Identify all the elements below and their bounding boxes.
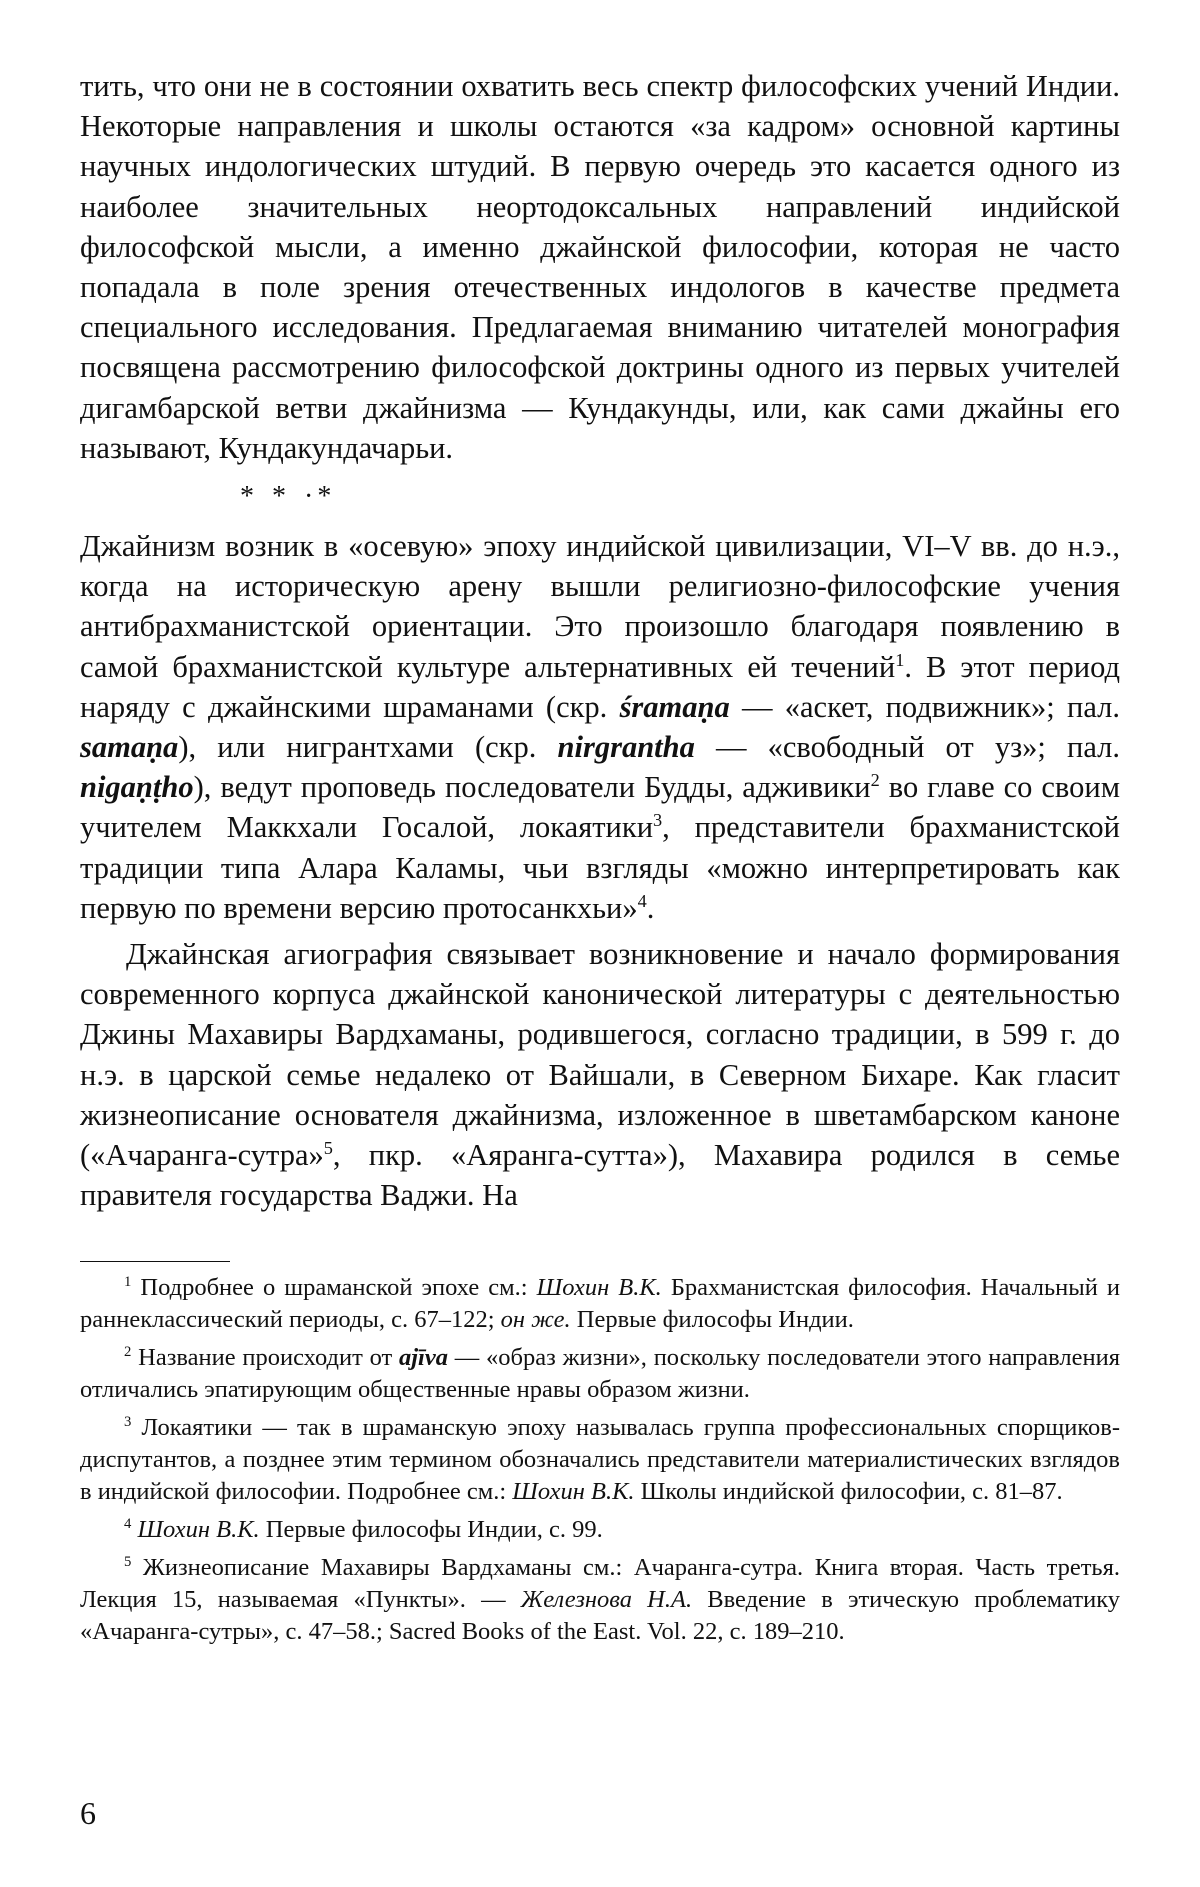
footnote-5 xyxy=(80,1552,1120,1648)
footnote-number: 4 xyxy=(124,1516,132,1533)
footnote-divider xyxy=(80,1261,230,1262)
text-run: Локаятики — так в шраманскую эпоху называлась группа профессиональных спорщиков-диспутантов, а позднее этим термином обозначались представители материалистических взглядов в индийской философии. Подробнее см.: xyxy=(80,1414,1120,1506)
text-run: — «образ жизни», поскольку последователи этого направления отличались эпатирующим общественные нравы образом жизни. xyxy=(80,1344,1120,1404)
separator-star: * xyxy=(317,481,332,513)
page-content xyxy=(80,66,1120,1648)
paragraph-2 xyxy=(80,526,1120,928)
page-number: 6 xyxy=(80,1795,96,1831)
sanskrit-term: ajīva xyxy=(398,1344,448,1372)
text-run: . В этот период наряду с джайнскими шраманами (скр. xyxy=(80,649,1120,724)
text-run: , пкр. «Аяранга-сутта»), Махавира родился в семье правителя государства Ваджи. На xyxy=(80,1138,1120,1213)
footnote-number: 2 xyxy=(124,1344,132,1361)
text-run: во главе со своим учителем Маккхали Госалой, локаятики xyxy=(80,770,1121,845)
text-run: Брахманистская философия. Начальный и раннеклассический периоды, с. 67–122; xyxy=(80,1274,1121,1334)
footnote-1 xyxy=(80,1272,1120,1336)
author-name: Шохин В.К. xyxy=(512,1478,635,1506)
paragraph-3 xyxy=(80,934,1120,1215)
footnote-ref[interactable]: 3 xyxy=(653,810,663,831)
footnote-ref[interactable]: 5 xyxy=(323,1137,333,1158)
footnote-number: 3 xyxy=(124,1414,132,1431)
sanskrit-term: nirgrantha xyxy=(557,730,695,765)
text-run: Джайнская агиография связывает возникновение и начало формирования современного корпуса джайнской канонической литературы с деятельностью Джины Махавиры Вардхаманы, родившегося, согласно традиции, в 599 г. до н.э. в царской семье недалеко от Вайшали, в Северном Бихаре. Как гласит жизнеописание основателя джайнизма, изложенное в шветамбарском каноне («Ачаранга-сутра» xyxy=(80,937,1120,1173)
paragraph-1: тить, что они не в состоянии охватить весь спектр философских учений Индии. Некоторые направления и школы остаются «за кадром» основной картины научных индологических штудий. В первую очередь это касается одного из наиболее значительных неортодоксальных направлений индийской философской мысли, а именно джайнской философии, которая не часто попадала в поле зрения отечественных индологов в качестве предмета специального исследования. Предлагаемая вниманию читателей монография посвящена рассмотрению философской доктрины одного из первых учителей дигамбарской ветви джайнизма — Кундакунды, или, как сами джайны его называют, Кундакундачарьи. xyxy=(80,69,1120,465)
footnote-ref[interactable]: 1 xyxy=(895,649,905,670)
footnote-4 xyxy=(80,1514,1120,1546)
section-separator xyxy=(80,468,1120,526)
text-run: Первые философы Индии, с. 99. xyxy=(259,1516,603,1544)
footnote-number: 5 xyxy=(124,1554,132,1571)
text-run: Школы индийской философии, с. 81–87. xyxy=(634,1478,1063,1506)
body-text xyxy=(80,66,1120,1215)
text-run: Название происходит от xyxy=(131,1344,399,1372)
separator-dot: · xyxy=(304,481,314,513)
text-run: Подробнее о шраманской эпохе см.: xyxy=(131,1274,537,1302)
text-run: Введение в этическую проблематику «Ачаранга-сутры», с. 47–58.; Sacred Books of the East. Vol. 22, с. 189–210. xyxy=(80,1586,1121,1646)
footnote-3 xyxy=(80,1412,1120,1508)
text-run: ), ведут проповедь последователи Будды, адживики xyxy=(193,770,871,805)
author-name: Железнова Н.А. xyxy=(520,1586,693,1614)
footnote-2 xyxy=(80,1342,1120,1406)
pali-term: samaṇa xyxy=(80,730,179,765)
footnote-number: 1 xyxy=(124,1274,132,1291)
author-name: Шохин В.К. xyxy=(536,1274,662,1302)
separator-star: * xyxy=(240,481,254,513)
footnote-ref[interactable]: 2 xyxy=(870,770,880,791)
footnotes xyxy=(80,1272,1120,1648)
footnote-ref[interactable]: 4 xyxy=(637,890,647,911)
text-run: Первые философы Индии. xyxy=(570,1306,854,1334)
text-run: — «свободный от уз»; пал. xyxy=(694,730,1120,765)
author-ref: он же. xyxy=(500,1306,571,1334)
text-run: , представители брахманистской традиции типа Алара Каламы, чьи взгляды «можно интерпретировать как первую по времени версию протосанкхьи» xyxy=(80,810,1120,925)
pali-term: nigaṇṭho xyxy=(80,770,194,805)
text-run: ), или нигрантхами (скр. xyxy=(178,730,558,765)
text-run: — «аскет, подвижник»; пал. xyxy=(729,689,1121,724)
sanskrit-term: śramaṇa xyxy=(619,689,730,724)
text-run: . xyxy=(646,890,655,925)
text-run: Джайнизм возник в «осевую» эпоху индийской цивилизации, VI–V вв. до н.э., когда на историческую арену вышли религиозно-философские учения антибрахманистской ориентации. Это произошло благодаря появлению в самой брахманистской культуре альтернативных ей течений xyxy=(80,529,1120,684)
author-name: Шохин В.К. xyxy=(137,1516,260,1544)
separator-star: * xyxy=(272,481,286,513)
text-run: Жизнеописание Махавиры Вардхаманы см.: Ачаранга-сутра. Книга вторая. Часть третья. Лекция 15, называемая «Пункты». — xyxy=(80,1554,1120,1614)
